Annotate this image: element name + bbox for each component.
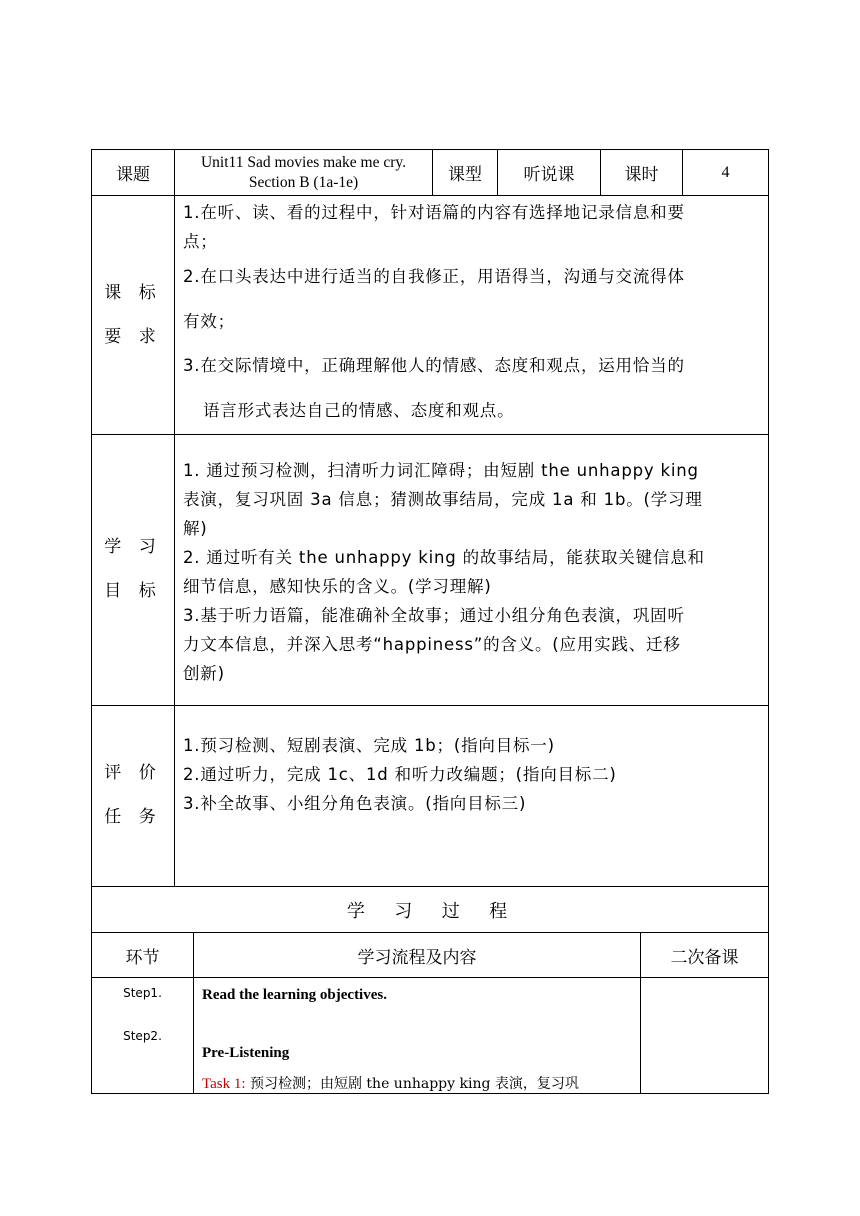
process-title: 学 习 过 程	[346, 900, 514, 922]
assessment-label-line1: 评 价	[104, 763, 162, 783]
objectives-text	[183, 456, 763, 688]
type-label: 课型	[448, 165, 482, 185]
task1-text: 预习检测；由短剧 the unhappy king 表演，复习巩	[245, 1076, 579, 1092]
objectives-line: 2. 通过听有关 the unhappy king 的故事结局，能获取关键信息和	[183, 548, 705, 567]
read-objectives-text: Read the learning objectives.	[202, 987, 387, 1003]
type-value: 听说课	[523, 165, 575, 185]
requirements-text	[183, 198, 763, 426]
period-value: 4	[721, 163, 730, 181]
topic-value-line2: Section B (1a-1e)	[248, 173, 359, 191]
assessment-line: 2.通过听力，完成 1c、1d 和听力改编题；(指向目标二)	[183, 765, 617, 784]
pre-listening-heading: Pre-Listening	[202, 1045, 290, 1061]
step1-label: Step1.	[123, 986, 162, 1000]
assessment-label	[92, 760, 174, 831]
task1-line	[202, 1073, 579, 1093]
step2-label: Step2.	[123, 1029, 162, 1043]
period-label: 课时	[624, 165, 659, 185]
requirements-label	[92, 280, 174, 351]
assessment-line: 1.预习检测、短剧表演、完成 1b；(指向目标一)	[183, 736, 555, 755]
requirements-line: 3.在交际情境中，正确理解他人的情感、态度和观点，运用恰当的	[183, 356, 685, 375]
table-divider	[91, 705, 769, 706]
objectives-line: 细节信息，感知快乐的含义。(学习理解)	[183, 577, 492, 596]
objectives-line: 力文本信息，并深入思考“happiness”的含义。(应用实践、迁移	[183, 635, 681, 654]
topic-label: 课题	[116, 165, 150, 185]
assessment-label-line2: 任 务	[104, 807, 162, 827]
objectives-line: 解)	[183, 519, 208, 538]
requirements-line: 1.在听、读、看的过程中，针对语篇的内容有选择地记录信息和要	[183, 203, 685, 222]
requirements-label-line2: 要 求	[104, 327, 162, 347]
objectives-line: 1. 通过预习检测，扫清听力词汇障碍；由短剧 the unhappy king	[183, 461, 699, 480]
column-divider	[174, 149, 175, 886]
objectives-label-line2: 目 标	[104, 581, 162, 601]
objectives-line: 3.基于听力语篇，能准确补全故事；通过小组分角色表演，巩固听	[183, 606, 685, 625]
objectives-label-line1: 学 习	[104, 537, 162, 557]
assessment-text	[183, 731, 763, 818]
table-border-right	[768, 149, 769, 1094]
notes-column-header: 二次备课	[670, 947, 739, 968]
stage-column-header: 环节	[125, 947, 160, 968]
table-divider	[91, 195, 769, 196]
table-divider	[91, 434, 769, 435]
requirements-line: 语言形式表达自己的情感、态度和观点。	[203, 401, 515, 420]
topic-value-line1: Unit11 Sad movies make me cry.	[200, 153, 407, 171]
task1-label: Task 1:	[202, 1076, 246, 1092]
topic-value	[175, 150, 432, 195]
requirements-line: 有效；	[183, 312, 235, 331]
content-column-header: 学习流程及内容	[357, 947, 477, 968]
assessment-line: 3.补全故事、小组分角色表演。(指向目标三)	[183, 794, 527, 813]
requirements-line: 点；	[183, 232, 218, 251]
objectives-line: 创新)	[183, 664, 225, 683]
objectives-label	[92, 534, 174, 605]
objectives-line: 表演，复习巩固 3a 信息；猜测故事结局，完成 1a 和 1b。(学习理	[183, 490, 703, 509]
requirements-label-line1: 课 标	[104, 283, 162, 303]
requirements-line: 2.在口头表达中进行适当的自我修正，用语得当，沟通与交流得体	[183, 267, 685, 286]
